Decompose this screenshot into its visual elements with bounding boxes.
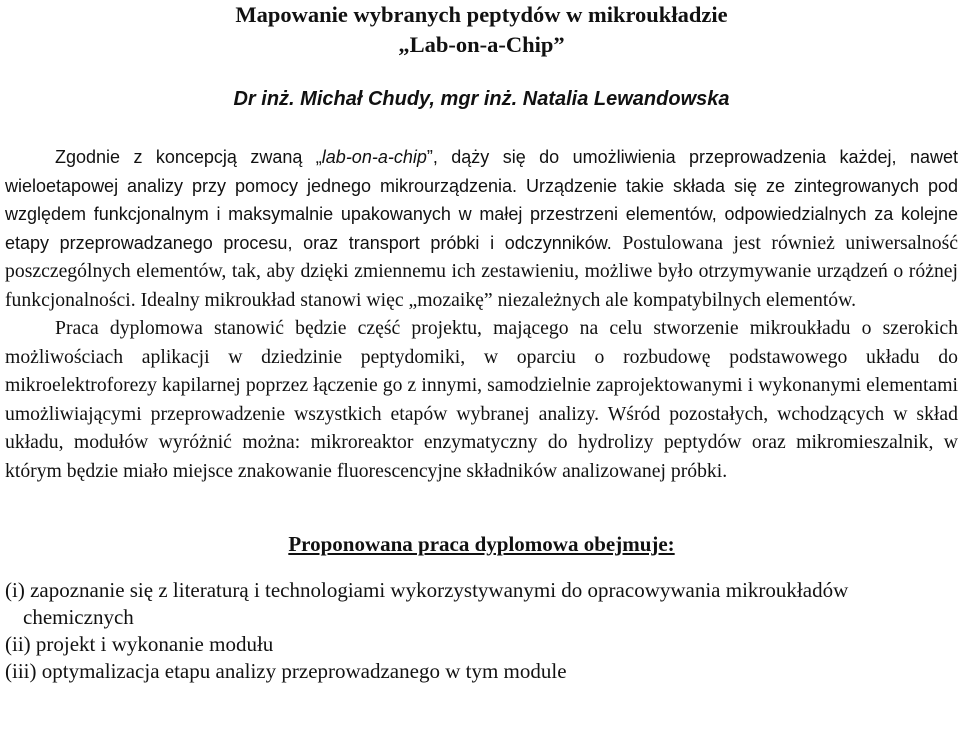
scope-list (5, 577, 958, 685)
list-item: (i) zapoznanie się z literaturą i technologiami wykorzystywanymi do opracowywania mikroukładów chemicznych (5, 578, 849, 629)
list-item: (iii) optymalizacja etapu analizy przeprowadzanego w tym module (5, 659, 567, 683)
intro-part-1: Zgodnie z koncepcją zwaną „ (55, 147, 322, 167)
document-title (5, 0, 958, 60)
title-line-1: Mapowanie wybranych peptydów w mikroukładzie (235, 2, 728, 27)
section-heading: Proponowana praca dyplomowa obejmuje: (288, 532, 675, 556)
list-item: (ii) projekt i wykonanie modułu (5, 632, 274, 656)
paragraph-2-text: Praca dyplomowa stanowić będzie część projektu, mającego na celu stworzenie mikroukładu o szerokich możliwościach aplikacji w dziedzinie peptydomiki, w oparciu o rozbudowę podstawowego układu do mikroelektroforezy kapilarnej poprzez łączenie go z innymi, samodzielnie zaprojektowanymi i wykonanymi elementami umożliwiającymi przeprowadzenie wszystkich etapów wybranej analizy. Wśród pozostałych, wchodzących w skład układu, modułów wyróżnić można: mikroreaktor enzymatyczny do hydrolizy peptydów oraz mikromieszalnik, w którym będzie miało miejsce znakowanie fluorescencyjne składników analizowanej próbki. (5, 317, 958, 482)
intro-part-2: ”, dąży się do umożliwienia przeprowadzenia każdej, nawet wieloetapowej analizy przy pomocy jednego mikrourządzenia. Urządzenie takie składa się ze zintegrowanych pod względem funkcjonalnym i maksymalnie upakowanych w małej przestrzeni elementów, odpowiedzialnych za kolejne etapy przeprowadzanego procesu, oraz transport próbki i odczynników. (5, 147, 958, 253)
title-line-2: „Lab-on-a-Chip” (398, 32, 565, 57)
intro-part-3: Postulowana jest również uniwersalność poszczególnych elementów, tak, aby dzięki zmiennemu ich zestawieniu, możliwe było otrzymywanie urządzeń o różnej funkcjonalności. Idealny mikroukład stanowi więc „mozaikę” niezależnych ale kompatybilnych elementów. (5, 231, 958, 311)
document-page (5, 0, 958, 685)
authors: Dr inż. Michał Chudy, mgr inż. Natalia Lewandowska (233, 88, 730, 110)
intro-paragraph (5, 143, 958, 314)
intro-italic-term: lab-on-a-chip (321, 147, 427, 167)
paragraph-2 (5, 314, 958, 485)
